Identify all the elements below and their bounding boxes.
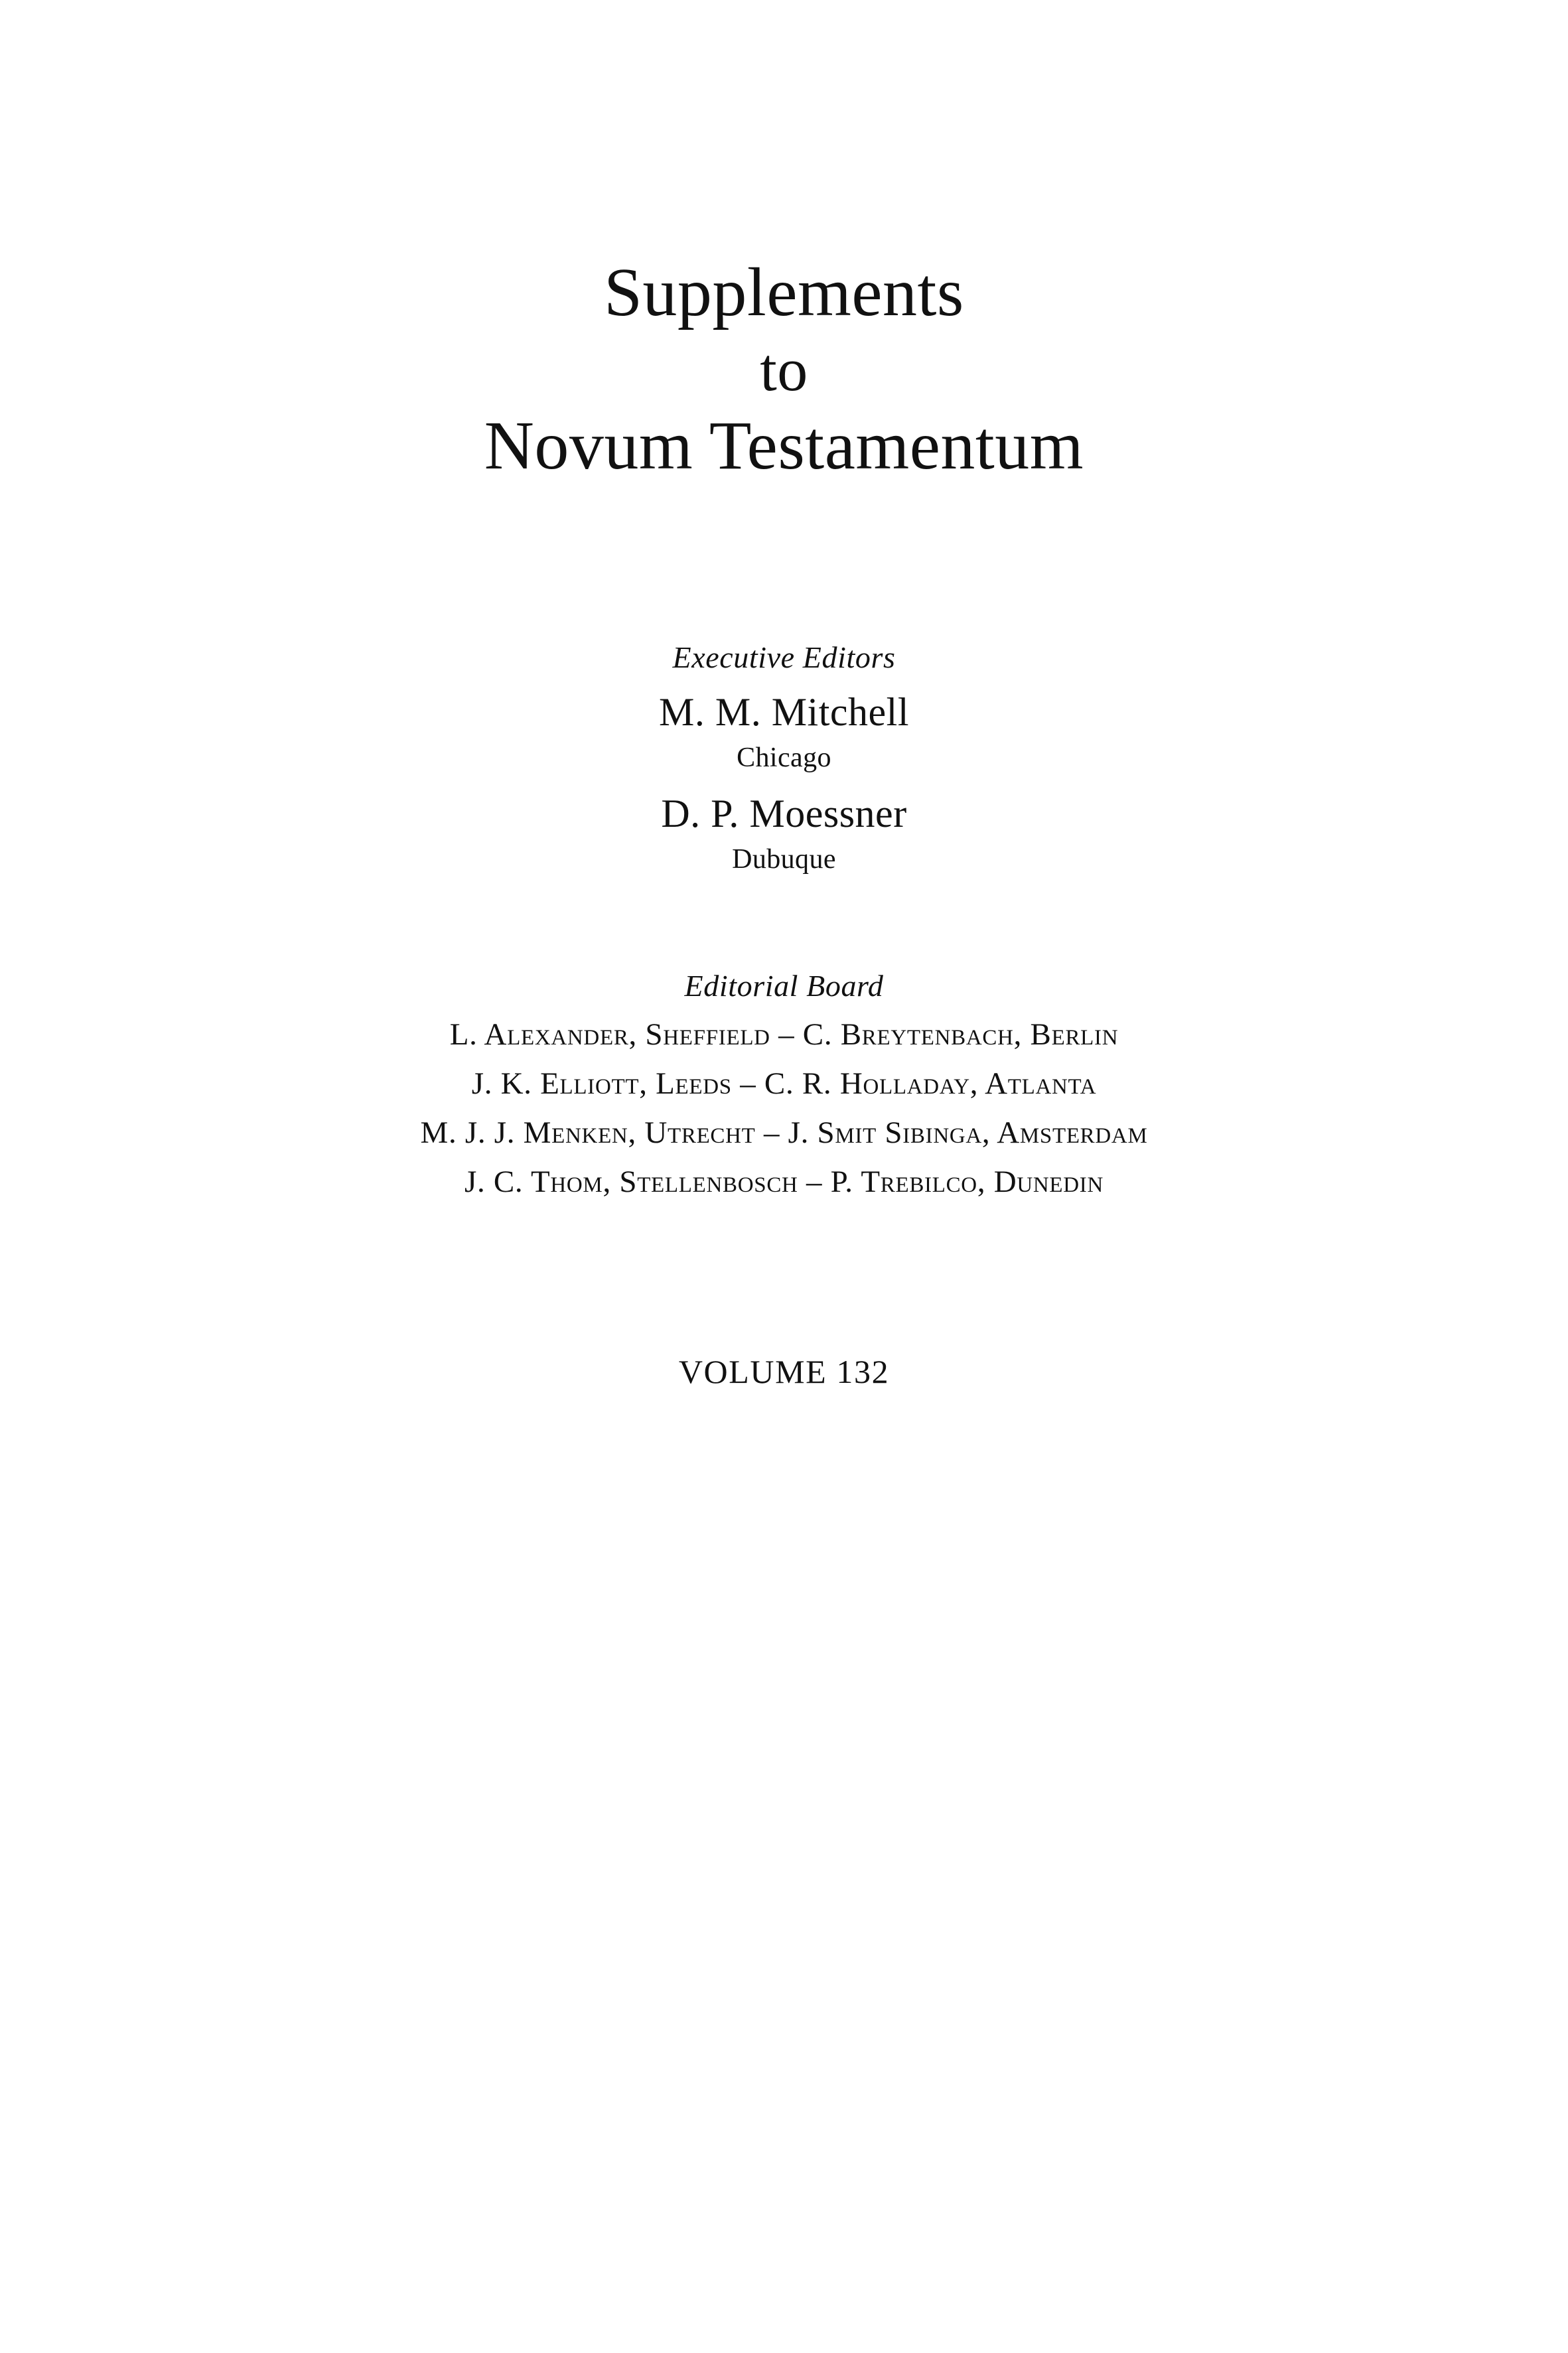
volume-section — [0, 1352, 1568, 1391]
editorial-board-line: J. K. Elliott, Leeds – C. R. Holladay, Atlanta — [471, 1066, 1097, 1101]
series-title-line-3: Novum Testamentum — [484, 407, 1084, 484]
editorial-board-line: M. J. J. Menken, Utrecht – J. Smit Sibinga, Amsterdam — [420, 1115, 1148, 1150]
series-title — [0, 252, 1568, 487]
executive-editor-1-name: M. M. Mitchell — [659, 689, 909, 734]
executive-editor-1 — [0, 689, 1568, 774]
editorial-board-section — [0, 968, 1568, 1200]
executive-editor-1-place: Chicago — [737, 742, 831, 773]
editorial-board-line: L. Alexander, Sheffield – C. Breytenbach, Berlin — [449, 1017, 1119, 1052]
volume-number: VOLUME 132 — [678, 1352, 890, 1390]
editorial-board-label: Editorial Board — [684, 968, 884, 1003]
editorial-board-line: J. C. Thom, Stellenbosch – P. Trebilco, Dunedin — [464, 1164, 1104, 1199]
executive-editors-section — [0, 640, 1568, 875]
executive-editor-2-name: D. P. Moessner — [661, 791, 907, 835]
series-title-line-1: Supplements — [604, 254, 964, 330]
series-title-line-2: to — [760, 335, 808, 403]
executive-editor-2-place: Dubuque — [732, 843, 836, 875]
executive-editor-2 — [0, 791, 1568, 875]
executive-editors-label: Executive Editors — [672, 640, 896, 674]
